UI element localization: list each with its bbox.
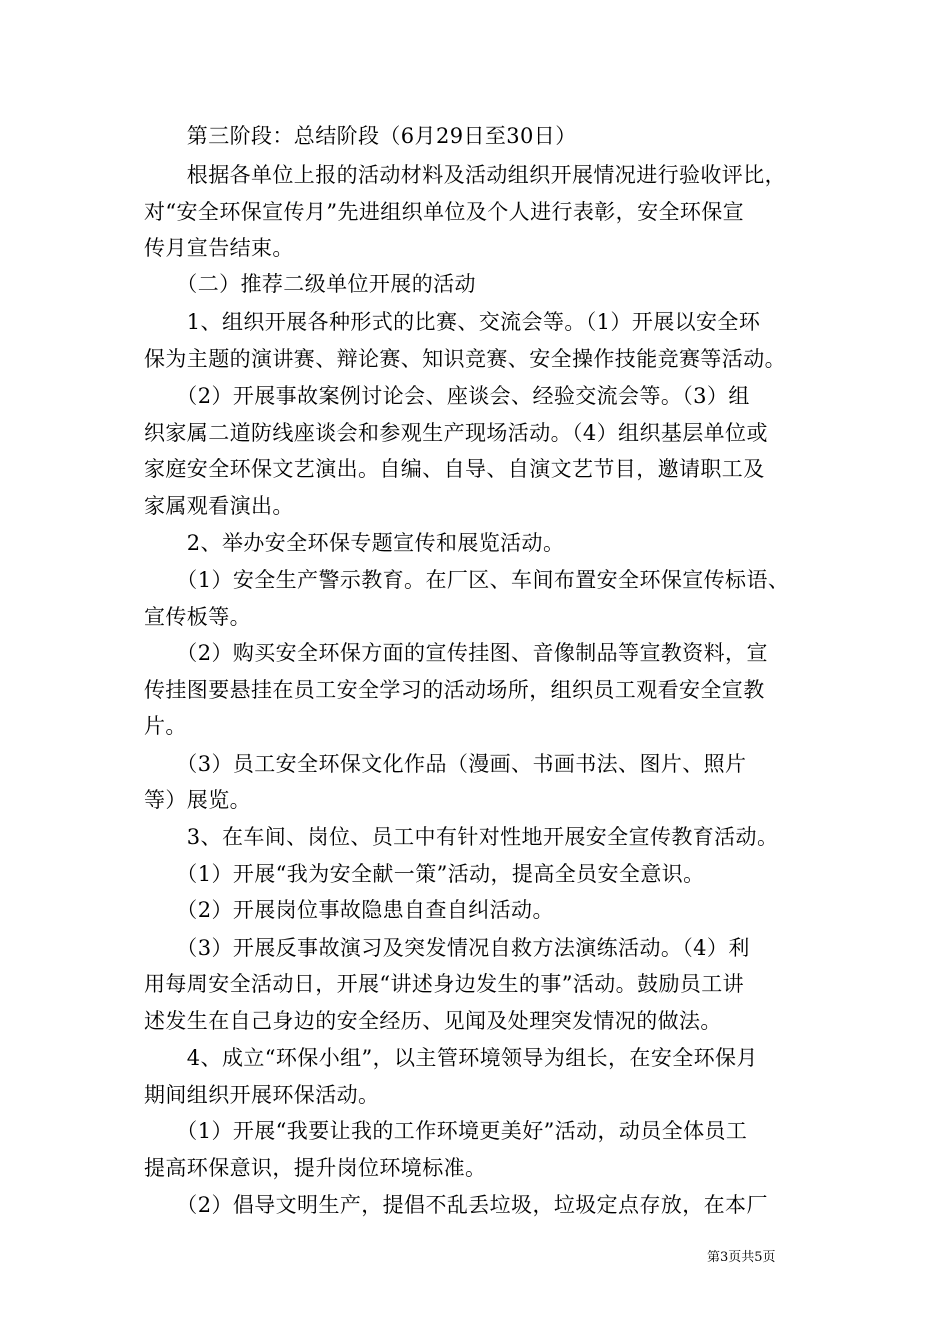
text-line: 宣传板等。	[144, 605, 251, 629]
text-line: 提高环保意识，提升岗位环境标准。	[144, 1156, 487, 1180]
text-line: （3）员工安全环保文化作品（漫画、书画书法、图片、照片	[144, 752, 747, 776]
text-line: （1）安全生产警示教育。在厂区、车间布置安全环保宣传标语、	[144, 568, 790, 592]
text-line: 等）展览。	[144, 788, 251, 812]
text-line: （2）购买安全环保方面的宣传挂图、音像制品等宣教资料，宣	[144, 641, 768, 665]
text-line: 4、成立“环保小组”，以主管环境领导为组长，在安全环保月	[144, 1046, 758, 1070]
text-line: 家庭安全环保文艺演出。自编、自导、自演文艺节目，邀请职工及	[144, 457, 765, 481]
text-line: 用每周安全活动日，开展“讲述身边发生的事”活动。鼓励员工讲	[144, 972, 745, 996]
text-line: 3、在车间、岗位、员工中有针对性地开展安全宣传教育活动。	[144, 825, 779, 849]
text-line: 片。	[144, 714, 187, 738]
text-line: 根据各单位上报的活动材料及活动组织开展情况进行验收评比，	[144, 163, 786, 187]
page-number: 第3页共5页	[707, 1250, 776, 1265]
text-line: 传挂图要悬挂在员工安全学习的活动场所，组织员工观看安全宣教	[144, 678, 765, 702]
text-line: （2）开展事故案例讨论会、座谈会、经验交流会等。（3）组	[144, 384, 750, 408]
section-heading: （二）推荐二级单位开展的活动	[144, 272, 476, 296]
text-line: 第三阶段：总结阶段（6月29日至30日）	[144, 124, 577, 148]
text-line: （1）开展“我为安全献一策”活动，提高全员安全意识。	[144, 862, 705, 886]
text-line: 对“安全环保宣传月”先进组织单位及个人进行表彰，安全环保宣	[144, 200, 745, 224]
text-line: （2）开展岗位事故隐患自查自纠活动。	[144, 898, 554, 922]
text-line: 期间组织开展环保活动。	[144, 1083, 380, 1107]
text-line: 1、组织开展各种形式的比赛、交流会等。（1）开展以安全环	[144, 310, 761, 334]
text-line: 述发生在自己身边的安全经历、见闻及处理突发情况的做法。	[144, 1009, 722, 1033]
text-line: 2、举办安全环保专题宣传和展览活动。	[144, 531, 565, 555]
text-line: （1）开展“我要让我的工作环境更美好”活动，动员全体员工	[144, 1119, 748, 1143]
text-line: （3）开展反事故演习及突发情况自救方法演练活动。（4）利	[144, 936, 750, 960]
text-line: 织家属二道防线座谈会和参观生产现场活动。（4）组织基层单位或	[144, 421, 768, 445]
text-line: 传月宣告结束。	[144, 236, 294, 260]
text-line: （2）倡导文明生产，提倡不乱丢垃圾，垃圾定点存放，在本厂	[144, 1193, 768, 1217]
text-line: 保为主题的演讲赛、辩论赛、知识竞赛、安全操作技能竞赛等活动。	[144, 347, 786, 371]
text-line: 家属观看演出。	[144, 494, 294, 518]
